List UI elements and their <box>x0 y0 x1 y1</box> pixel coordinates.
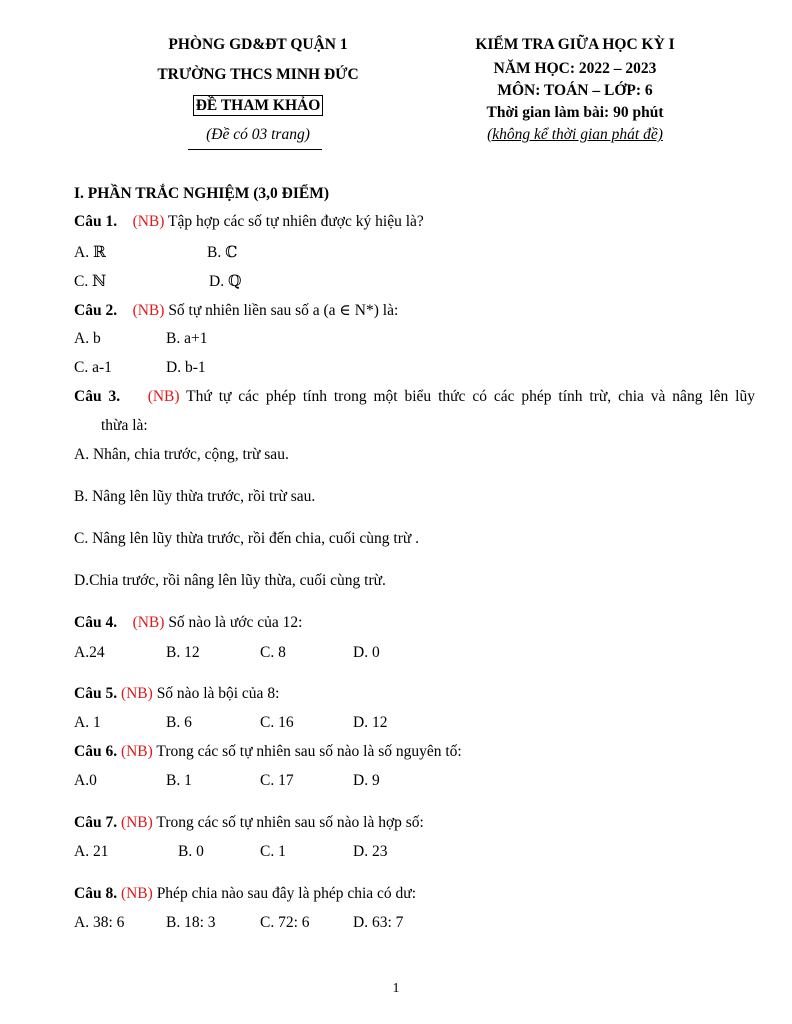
option-a: A. 38: 6 <box>74 914 125 931</box>
question-text: Phép chia nào sau đây là phép chia có dư: <box>156 885 417 902</box>
school-year: NĂM HỌC: 2022 – 2023 <box>493 60 657 77</box>
option-c: C. 17 <box>260 772 294 789</box>
department-name: PHÒNG GD&ĐT QUẬN 1 <box>168 36 348 53</box>
option-b: B. 18: 3 <box>166 914 216 931</box>
question-4 <box>74 614 302 632</box>
question-number: Câu 1. <box>74 213 118 230</box>
option-b: B. 12 <box>166 644 200 661</box>
level-tag: (NB) <box>132 302 165 319</box>
question-number: Câu 8. <box>74 885 118 902</box>
question-text: Thứ tự các phép tính trong một biểu thức có các phép tính trừ, chia và nâng lên lũy <box>186 388 755 405</box>
option-a: A. ℝ <box>74 244 106 261</box>
option-c: C. 72: 6 <box>260 914 310 931</box>
duration-note: (không kể thời gian phát đề) <box>487 126 663 143</box>
option-d: D. ℚ <box>209 273 242 290</box>
level-tag: (NB) <box>120 685 153 702</box>
level-tag: (NB) <box>132 614 165 631</box>
header-divider <box>188 149 322 150</box>
exam-label-box: ĐỀ THAM KHẢO <box>193 95 324 116</box>
option-a: A.0 <box>74 772 97 789</box>
question-2 <box>74 301 398 320</box>
subject-grade: MÔN: TOÁN – LỚP: 6 <box>497 82 653 99</box>
option-b: B. Nâng lên lũy thừa trước, rồi trừ sau. <box>74 488 316 505</box>
question-3 <box>74 388 755 406</box>
option-c: C. 8 <box>260 644 286 661</box>
section-title: I. PHẦN TRẮC NGHIỆM (3,0 ĐIỂM) <box>74 185 330 202</box>
question-7 <box>74 814 424 832</box>
option-d: D. 63: 7 <box>353 914 404 931</box>
question-text: Trong các số tự nhiên sau số nào là số nguyên tố: <box>156 743 462 760</box>
option-d: D.Chia trước, rồi nâng lên lũy thừa, cuối cùng trừ. <box>74 572 386 589</box>
page-count-note: (Đề có 03 trang) <box>206 126 310 143</box>
option-b: B. 1 <box>166 772 192 789</box>
option-c: C. a-1 <box>74 359 112 376</box>
option-d: D. 0 <box>353 644 380 661</box>
question-text: Số nào là bội của 8: <box>156 685 280 702</box>
school-name: TRƯỜNG THCS MINH ĐỨC <box>157 66 359 83</box>
question-8 <box>74 885 416 903</box>
question-number: Câu 3. <box>74 388 121 405</box>
option-d: D. b-1 <box>166 359 206 376</box>
option-b: B. 6 <box>166 714 192 731</box>
option-c: C. 16 <box>260 714 294 731</box>
level-tag: (NB) <box>147 388 180 405</box>
option-c: C. ℕ <box>74 273 107 290</box>
question-text: Tập hợp các số tự nhiên được ký hiệu là? <box>168 213 424 230</box>
option-c: C. Nâng lên lũy thừa trước, rồi đến chia, cuối cùng trừ . <box>74 530 420 547</box>
question-number: Câu 5. <box>74 685 118 702</box>
question-text: Số tự nhiên liền sau số a (a ∈ N*) là: <box>168 302 399 319</box>
question-number: Câu 7. <box>74 814 118 831</box>
option-a: A. Nhân, chia trước, cộng, trừ sau. <box>74 446 289 463</box>
option-b: B. 0 <box>178 843 204 860</box>
question-1 <box>74 213 424 231</box>
option-a: A. 1 <box>74 714 101 731</box>
option-a: A.24 <box>74 644 105 661</box>
option-b: B. ℂ <box>207 244 238 261</box>
option-a: A. 21 <box>74 843 109 860</box>
page-number: 1 <box>392 981 400 996</box>
question-5 <box>74 685 279 703</box>
option-d: D. 9 <box>353 772 380 789</box>
option-b: B. a+1 <box>166 330 208 347</box>
question-number: Câu 4. <box>74 614 118 631</box>
option-c: C. 1 <box>260 843 286 860</box>
question-number: Câu 6. <box>74 743 118 760</box>
level-tag: (NB) <box>132 213 165 230</box>
exam-title: KIỂM TRA GIỮA HỌC KỲ I <box>475 36 675 53</box>
exam-duration: Thời gian làm bài: 90 phút <box>486 104 664 121</box>
question-text-continued: thừa là: <box>101 417 148 434</box>
option-a: A. b <box>74 330 101 347</box>
question-number: Câu 2. <box>74 302 118 319</box>
level-tag: (NB) <box>120 885 153 902</box>
level-tag: (NB) <box>120 814 153 831</box>
option-d: D. 23 <box>353 843 388 860</box>
question-text: Trong các số tự nhiên sau số nào là hợp số: <box>156 814 424 831</box>
level-tag: (NB) <box>120 743 153 760</box>
question-text: Số nào là ước của 12: <box>168 614 303 631</box>
option-d: D. 12 <box>353 714 388 731</box>
question-6 <box>74 743 462 761</box>
